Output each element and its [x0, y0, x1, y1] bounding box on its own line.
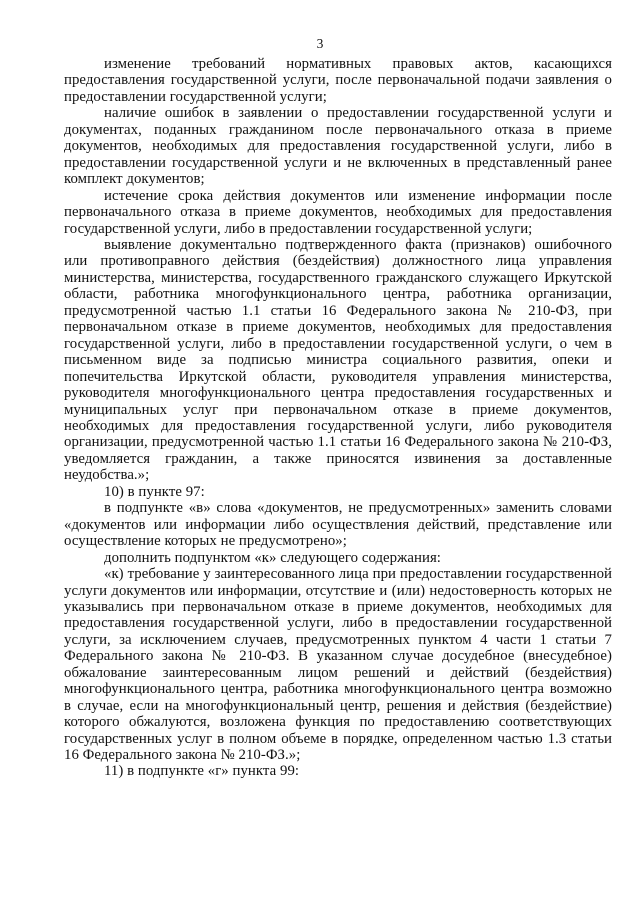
- paragraph: выявление документально подтвержденного факта (признаков) ошибочного или противоправного действия (бездействия) должностного лица управления министерства, министерства, государственного гражданского служащего Иркутской области, работника многофункционального центра, работника организации, предусмотренной частью 1.1 статьи 16 Федерального закона № 210-ФЗ, при первоначальном отказе в приеме документов, необходимых для предоставления государственной услуги, либо в предоставлении государственной услуги, о чем в письменном виде за подписью министра социального развития, опеки и попечительства Иркутской области, руководителя управления министерства, руководителя многофункционального центра предоставления государственных и муниципальных услуг при первоначальном отказе в приеме документов, необходимых для предоставления государственной услуги, либо руководителя организации, предусмотренной частью 1.1 статьи 16 Федерального закона № 210-ФЗ, уведомляется гражданин, а также приносятся извинения за доставленные неудобства.»;: [64, 236, 612, 484]
- paragraph: наличие ошибок в заявлении о предоставлении государственной услуги и документах, поданных гражданином после первоначального отказа в приеме документов, необходимых для предоставления государственной услуги, либо в предоставлении государственной услуги и не включенных в представленный ранее комплект документов;: [64, 105, 612, 188]
- paragraph: 11) в подпункте «г» пункта 99:: [104, 763, 300, 780]
- paragraph: «к) требование у заинтересованного лица при предоставлении государственной услуги документов или информации, отсутствие и (или) недостоверность которых не указывались при первоначальном отказе в приеме документов, необходимых для предоставления государственной услуги, либо в предоставлении государственной услуги, за исключением случаев, предусмотренных пунктом 4 части 1 статьи 7 Федерального закона № 210-ФЗ. В указанном случае досудебное (внесудебное) обжалование заинтересованным лицом решений и действий (бездействия) многофункционального центра, работника многофункционального центра возможно в случае, если на многофункциональный центр, решения и действия (бездействие) которого обжалуются, возложена функция по предоставлению соответствующих государственных услуг в полном объеме в порядке, определенном частью 1.3 статьи 16 Федерального закона № 210-ФЗ.»;: [64, 566, 612, 764]
- paragraph: 10) в пункте 97:: [104, 483, 205, 500]
- paragraph: истечение срока действия документов или изменение информации после первоначального отказа в приеме документов, необходимых для предоставления государственной услуги, либо в предоставлении государственной услуги;: [64, 187, 612, 237]
- page-number: 3: [316, 36, 324, 51]
- document-body: [64, 56, 612, 780]
- paragraph: в подпункте «в» слова «документов, не предусмотренных» заменить словами «документов или информации либо осуществления действий, представление или осуществление которых не предусмотрено»;: [64, 500, 612, 550]
- paragraph: изменение требований нормативных правовых актов, касающихся предоставления государственной услуги, после первоначальной подачи заявления о предоставлении государственной услуги;: [64, 56, 612, 105]
- paragraph: дополнить подпунктом «к» следующего содержания:: [104, 549, 441, 566]
